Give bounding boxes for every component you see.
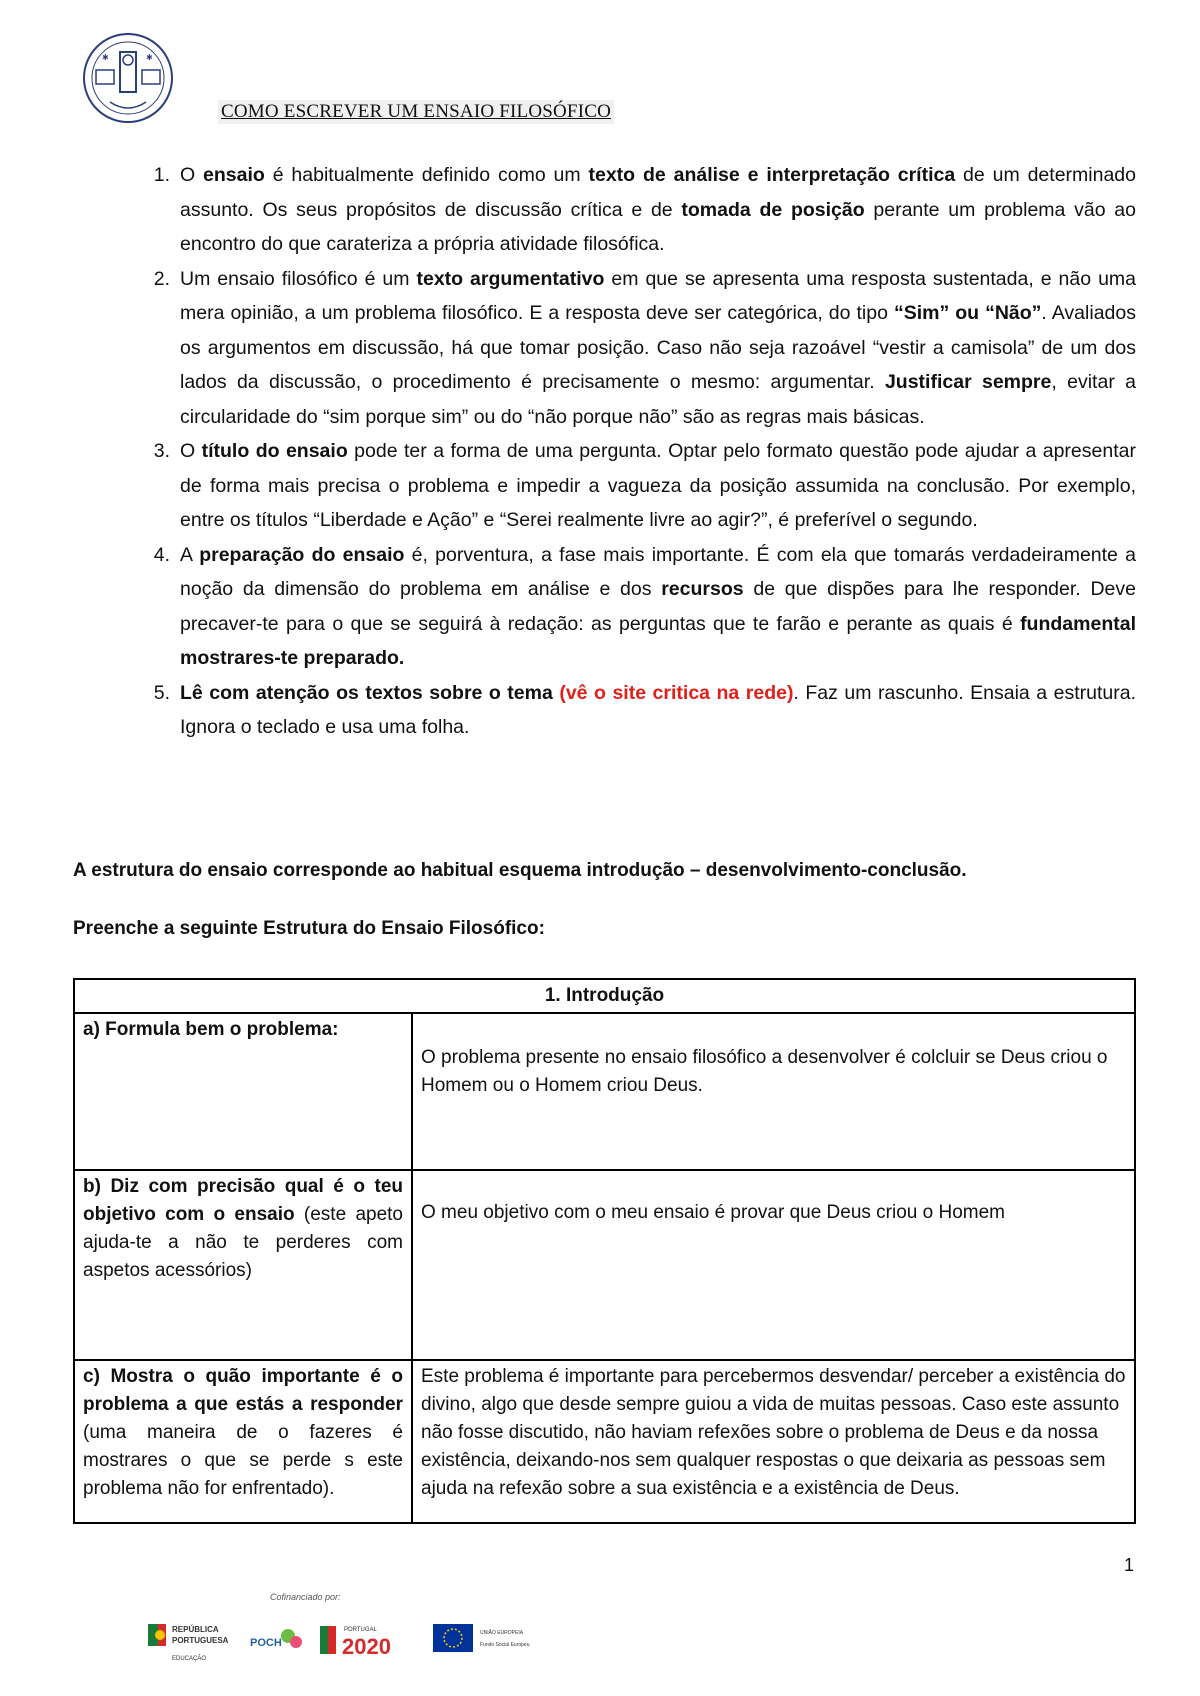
- svg-text:✱: ✱: [146, 53, 153, 62]
- row-answer[interactable]: O meu objetivo com o meu ensaio é provar que Deus criou o Homem: [412, 1170, 1135, 1360]
- poch-logo: [250, 1629, 302, 1649]
- list-number: 1.: [153, 164, 170, 186]
- list-item-text-segment: . Avaliados os argumentos em discussão, há que tomar posição. Caso não seja razoável “vestir a camisola” de um dos lados da discussão, o procedimento é precisamente o mesmo: argumentar.: [180, 302, 1136, 393]
- list-item-text-segment: texto de análise e interpretação crítica: [588, 164, 956, 186]
- list-item-text-segment: texto argumentativo: [416, 267, 605, 290]
- cofinanced-label: Cofinanciado por:: [270, 1592, 341, 1602]
- list-item-text-segment: , evitar a circularidade do “sim porque sim” ou do “não porque não” são as regras mais básicas.: [180, 371, 1136, 428]
- svg-text:PORTUGUESA: PORTUGUESA: [172, 1636, 229, 1645]
- structure-paragraph: A estrutura do ensaio corresponde ao habitual esquema introdução – desenvolvimento-conclusão.: [73, 860, 967, 881]
- list-item-text-segment: de um determinado assunto. Os seus propósitos de discussão crítica e de: [180, 164, 1136, 221]
- school-crest-icon: [80, 30, 176, 126]
- footer-logos: [148, 1616, 568, 1666]
- list-item-text-segment: tomada de posição: [681, 198, 865, 221]
- list-number: 4.: [153, 543, 170, 566]
- list-item-text-segment: pode ter a forma de uma pergunta. Optar pelo formato questão pode ajudar a apresentar de forma mais precisa o problema e impedir a vagueza da posição assumida na conclusão. Por exemplo, entre os títulos “Liberdade e Ação” e “Serei realmente livre ao agir?”, é preferível o segundo.: [180, 440, 1136, 531]
- list-item-text-segment: Justificar sempre: [884, 371, 1052, 393]
- table-row: [74, 1360, 1135, 1523]
- svg-text:PORTUGAL: PORTUGAL: [344, 1627, 377, 1633]
- list-item: [153, 262, 1136, 435]
- svg-text:Fundo Social Europeu: Fundo Social Europeu: [480, 1642, 530, 1648]
- list-item-text-segment: Um ensaio filosófico é um: [180, 267, 417, 290]
- essay-structure-table: [73, 978, 1136, 1524]
- page-number: 1: [1124, 1555, 1135, 1575]
- fill-instruction: Preenche a seguinte Estrutura do Ensaio Filosófico:: [73, 918, 545, 939]
- row-label-segment: (uma maneira de o fazeres é mostrares o que se perde s este problema não for enfrentado).: [83, 1422, 403, 1499]
- svg-text:✱: ✱: [102, 53, 109, 62]
- list-item-text-segment: O: [180, 440, 202, 462]
- list-number: 2.: [153, 267, 170, 290]
- page-title: COMO ESCREVER UM ENSAIO FILOSÓFICO: [218, 100, 614, 124]
- section-header: 1. Introdução: [74, 979, 1135, 1013]
- row-label-segment: c) Mostra o quão importante é o problema a que estás a responder: [83, 1366, 403, 1415]
- list-item-text-segment: . Faz um rascunho. Ensaia a estrutura. Ignora o teclado e usa uma folha.: [180, 681, 1136, 738]
- list-item-text-segment: A: [180, 543, 200, 566]
- row-label: [74, 1170, 412, 1360]
- row-label-segment: (este apeto ajuda-te a não te perderes com aspetos acessórios): [83, 1204, 403, 1281]
- list-item-text-segment: em que se apresenta uma resposta sustentada, e não uma mera opinião, a um problema filosófico. E a resposta deve ser categórica, do tipo: [180, 267, 1136, 324]
- table-row: [74, 1170, 1135, 1360]
- svg-text:UNIÃO EUROPEIA: UNIÃO EUROPEIA: [480, 1630, 524, 1636]
- list-item-text-segment: título do ensaio: [201, 440, 348, 462]
- uniao-europeia-logo: [433, 1624, 530, 1652]
- list-item-text-segment: de que dispões para lhe responder. Deve precaver-te para o que se seguirá à redação: as perguntas que te farão e perante as quais é: [180, 578, 1136, 635]
- list-item-text-segment: perante um problema vão ao encontro do que carateriza a própria atividade filosófica.: [180, 198, 1136, 255]
- list-item: [153, 538, 1136, 676]
- list-item-text-segment: fundamental mostrares-te preparado.: [180, 612, 1136, 669]
- row-answer[interactable]: Este problema é importante para percebermos desvendar/ perceber a existência do divino, algo que desde sempre guiou a vida de muitas pessoas. Caso este assunto não fosse discutido, não haviam refexões sobre o problema de Deus e da nossa existência, deixando-nos sem qualquer respostas o que deixaria as pessoas sem ajuda na refexão sobre a sua existência e a existência de Deus.: [412, 1360, 1135, 1523]
- instructions-list: [153, 158, 1136, 745]
- svg-text:POCH: POCH: [250, 1637, 282, 1649]
- row-label: [74, 1360, 412, 1523]
- list-item-text-segment: recursos: [661, 578, 744, 600]
- table-row: [74, 1013, 1135, 1170]
- republica-portuguesa-logo: [148, 1624, 229, 1662]
- list-item: [153, 158, 1136, 262]
- list-item-text-segment: “Sim” ou “Não”: [893, 302, 1042, 324]
- svg-text:REPÚBLICA: REPÚBLICA: [172, 1625, 219, 1634]
- list-item-text-segment: O: [180, 164, 204, 186]
- list-item-text-segment: Lê com atenção os textos sobre o tema: [180, 681, 553, 704]
- list-item-text-segment: é habitualmente definido como um: [264, 164, 589, 186]
- list-item-text-segment: ensaio: [203, 164, 265, 186]
- list-item-text-segment: preparação do ensaio: [199, 543, 405, 566]
- svg-text:EDUCAÇÃO: EDUCAÇÃO: [172, 1656, 207, 1662]
- svg-text:2020: 2020: [342, 1634, 391, 1659]
- row-label-segment: a) Formula bem o problema:: [83, 1019, 339, 1040]
- portugal-2020-logo: [320, 1626, 391, 1659]
- list-item: [153, 676, 1136, 745]
- row-label: [74, 1013, 412, 1170]
- list-item-text-segment: é, porventura, a fase mais importante. É com ela que tomarás verdadeiramente a noção da dimensão do problema em análise e dos: [180, 543, 1136, 600]
- list-number: 5.: [153, 681, 170, 704]
- list-item: [153, 434, 1136, 538]
- row-answer[interactable]: O problema presente no ensaio filosófico a desenvolver é colcluir se Deus criou o Homem ou o Homem criou Deus.: [412, 1013, 1135, 1170]
- row-label-segment: b) Diz com precisão qual é o teu objetivo com o ensaio: [83, 1176, 403, 1225]
- list-number: 3.: [153, 440, 170, 462]
- list-item-text-segment: (vê o site critica na rede): [559, 681, 794, 704]
